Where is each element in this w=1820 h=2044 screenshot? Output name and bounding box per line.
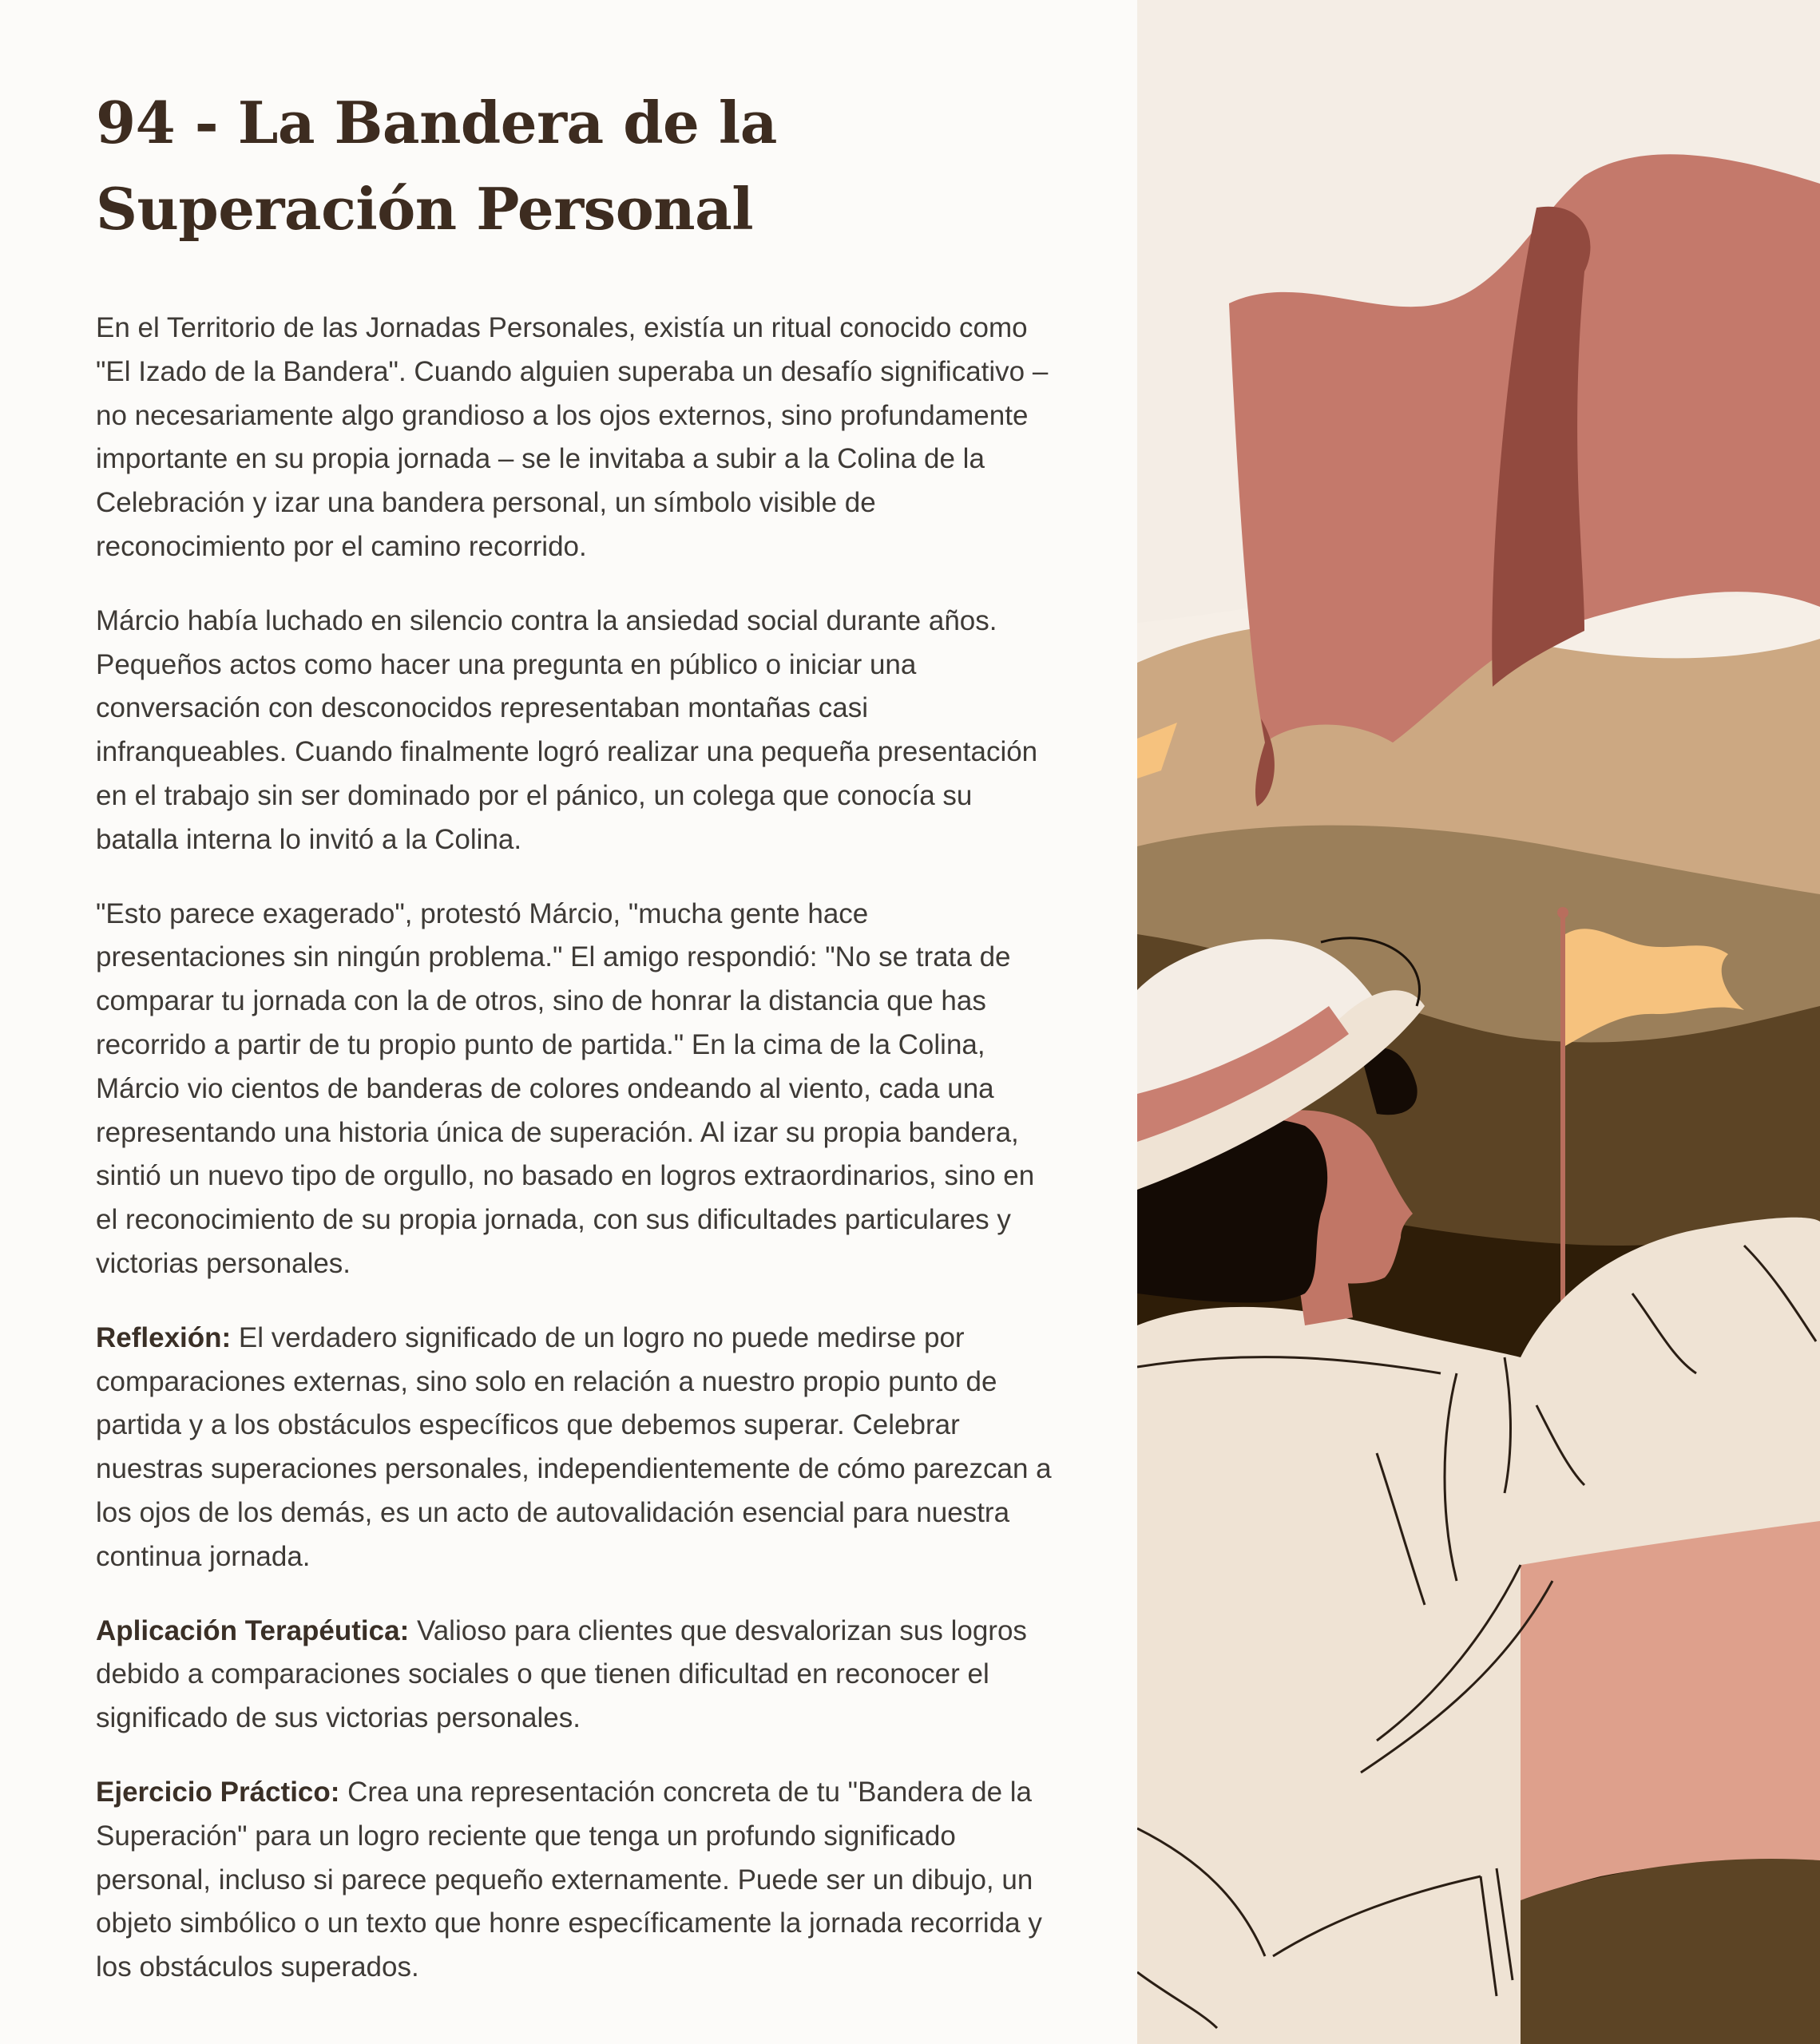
application-label: Aplicación Terapéutica: <box>96 1614 410 1646</box>
exercise-label: Ejercicio Práctico: <box>96 1776 340 1808</box>
application-paragraph <box>96 1610 1054 1741</box>
paragraph-story: Márcio había luchado en silencio contra la ansiedad social durante años. Pequeños actos como hacer una pregunta en público o iniciar una conversación con desconocidos representaban montañas casi infranqueables. Cuando finalmente logró realizar una pequeña presentación en el trabajo sin ser dominado por el pánico, un colega que conocía su batalla interna lo invitó a la Colina. <box>96 604 1038 855</box>
exercise-paragraph <box>96 1771 1054 1990</box>
page-title: 94 - La Bandera de la Superación Personal <box>96 89 777 243</box>
reflection-paragraph <box>96 1317 1054 1579</box>
paragraph-dialogue: "Esto parece exagerado", protestó Márcio, "mucha gente hace presentaciones sin ningún problema." El amigo respondió: "No se trata de comparar tu jornada con la de otros, sino de honrar la distancia que has recorrido a partir de tu propio punto de partida." En la cima de la Colina, Márcio vio cientos de banderas de colores ondeando al viento, cada una representando una historia única de superación. Al izar su propia bandera, sintió un nuevo tipo de orgullo, no basado en logros extraordinarios, sino en el reconocimiento de su propia jornada, con sus dificultades particulares y victorias personales. <box>96 897 1035 1279</box>
reflection-text: El verdadero significado de un logro no puede medirse por comparaciones externas, sino solo en relación a nuestro propio punto de partida y a los obstáculos específicos que debemos superar. Celebrar nuestras superaciones personales, independientemente de cómo parezcan a los ojos de los demás, es un acto de autovalidación esencial para nuestra continua jornada. <box>96 1321 1052 1572</box>
article <box>96 80 1054 2020</box>
application-text: Valioso para clientes que desvalorizan sus logros debido a comparaciones sociales o que tienen dificultad en reconocer el significado de sus victorias personales. <box>96 1614 1027 1734</box>
exercise-text: Crea una representación concreta de tu "Bandera de la Superación" para un logro reciente que tenga un profundo significado personal, incluso si parece pequeño externamente. Puede ser un dibujo, un objeto simbólico o un texto que honre específicamente la jornada recorrida y los obstáculos superados. <box>96 1776 1042 1983</box>
paragraph-intro: En el Territorio de las Jornadas Personales, existía un ritual conocido como "El Izado de la Bandera". Cuando alguien superaba un desafío significativo – no necesariamente algo grandioso a los ojos externos, sino profundamente importante en su propia jornada – se le invitaba a subir a la Colina de la Celebración y izar una bandera personal, un símbolo visible de reconocimiento por el camino recorrido. <box>96 312 1049 562</box>
person-raising-flag-illustration <box>1137 0 1820 2044</box>
reflection-label: Reflexión: <box>96 1321 232 1353</box>
